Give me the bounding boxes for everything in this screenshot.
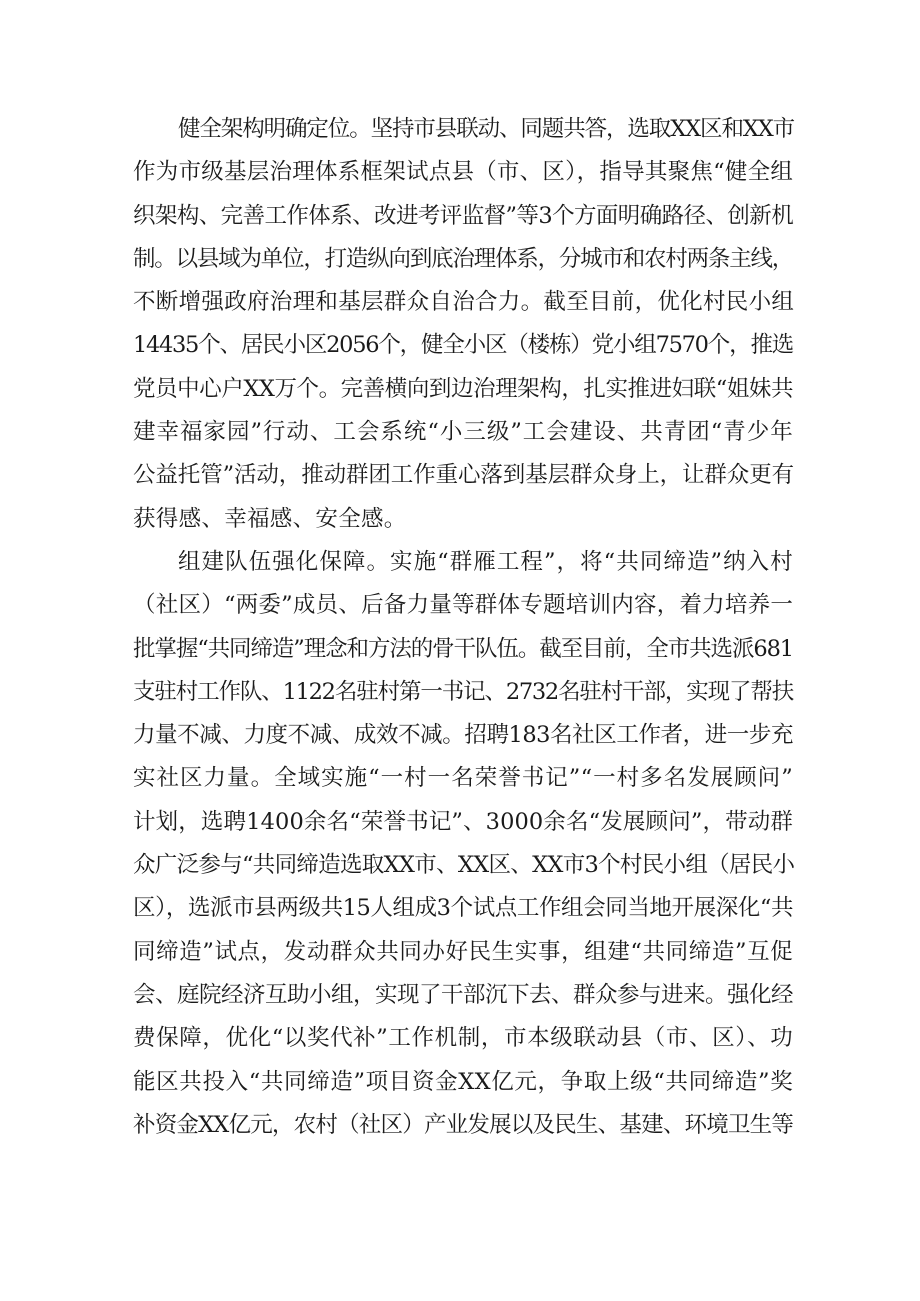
text-line: 14435个、居民小区2056个，健全小区（楼栋）党小组7570个，推选 [133,332,793,359]
text-line: 支驻村工作队、1122名驻村第一书记、2732名驻村干部，实现了帮扶 [133,678,793,705]
text-line: 党员中心户XX万个。完善横向到边治理架构，扎实推进妇联“姐妹共 [133,375,793,402]
text-line: 建幸福家园”行动、工会系统“小三级”工会建设、共青团“青少年 [133,419,793,446]
text-line: 费保障，优化“以奖代补”工作机制，市本级联动县（市、区）、功 [133,1025,793,1052]
text-line: 实社区力量。全域实施“一村一名荣誉书记”“一村多名发展顾问” [133,765,793,792]
text-line: 计划，选聘1400余名“荣誉书记”、3000余名“发展顾问”，带动群 [133,808,793,835]
text-line: 批掌握“共同缔造”理念和方法的骨干队伍。截至目前，全市共选派681 [133,635,793,662]
text-line: 组建队伍强化保障。实施“群雁工程”，将“共同缔造”纳入村 [178,548,793,575]
text-line: 制。以县域为单位，打造纵向到底治理体系，分城市和农村两条主线， [133,245,793,272]
text-line: 同缔造”试点，发动群众共同办好民生实事，组建“共同缔造”互促 [133,938,793,965]
text-line: 健全架构明确定位。坚持市县联动、同题共答，选取XX区和XX市 [178,116,795,142]
text-line: （社区）“两委”成员、后备力量等群体专题培训内容，着力培养一 [133,592,793,619]
paragraph-team-building [133,541,793,1147]
text-line: 能区共投入“共同缔造”项目资金XX亿元，争取上级“共同缔造”奖 [133,1068,793,1095]
text-line: 织架构、完善工作体系、改进考评监督”等3个方面明确路径、创新机 [133,202,793,229]
text-line: 力量不减、力度不减、成效不减。招聘183名社区工作者，进一步充 [133,722,793,749]
text-line: 会、庭院经济互助小组，实现了干部沉下去、群众参与进来。强化经 [133,981,794,1008]
text-line: 众广泛参与“共同缔造选取XX市、XX区、XX市3个村民小组（居民小 [133,852,795,879]
paragraph-architecture [133,108,793,541]
text-line: 不断增强政府治理和基层群众自治合力。截至目前，优化村民小组 [133,289,795,316]
text-line: 作为市级基层治理体系框架试点县（市、区），指导其聚焦“健全组 [133,159,793,186]
text-line: 公益托管”活动，推动群团工作重心落到基层群众身上，让群众更有 [133,462,795,489]
text-line: 补资金XX亿元，农村（社区）产业发展以及民生、基建、环境卫生等 [133,1111,793,1138]
text-line: 区），选派市县两级共15人组成3个试点工作组会同当地开展深化“共 [133,895,793,922]
document-body [133,108,793,1147]
text-line: 获得感、幸福感、安全感。 [133,505,407,532]
